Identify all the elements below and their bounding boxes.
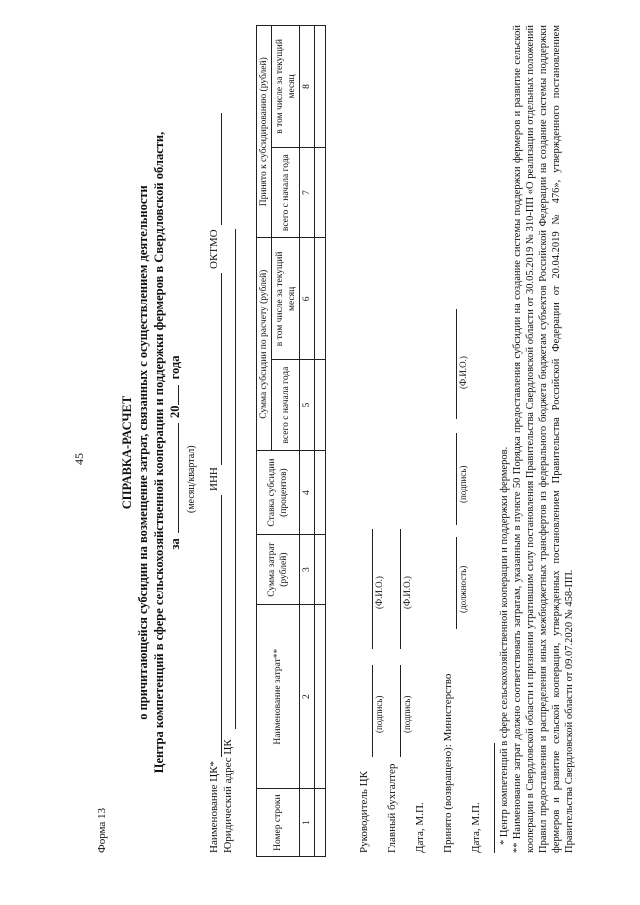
accepted-sign-line — [456, 433, 457, 525]
accepted-position-caption: (должность) — [458, 565, 468, 613]
accountant-fio-caption: (Ф.И.О.) — [402, 576, 412, 609]
table-cell — [315, 147, 326, 238]
header-accept-month: в том числе за текущий месяц — [272, 26, 300, 148]
column-number: 4 — [300, 450, 315, 534]
header-calc-group: Сумма субсидии по расчету (рублей) — [257, 238, 272, 450]
title-year-blank — [178, 385, 179, 405]
table-cell — [315, 789, 326, 857]
address-label: Юридический адрес ЦК — [222, 739, 234, 853]
date-mp-2: Дата, М.П. — [470, 802, 482, 853]
table-cell — [315, 605, 326, 789]
table-cell — [315, 26, 326, 148]
accepted-fio-line — [456, 309, 457, 419]
header-calc-month: в том числе за текущий месяц — [272, 238, 300, 360]
title-line-3: Центра компетенций в сфере сельскохозяйственной кооперации и поддержки фермеров в Свердловской области, — [152, 131, 166, 774]
accepted-sign-caption: (подпись) — [458, 465, 468, 503]
title-period-prefix: за — [168, 538, 182, 550]
header-accept-ytd: всего с начала года — [272, 147, 300, 238]
date-mp-1: Дата, М.П. — [414, 802, 426, 853]
address-underline — [235, 229, 236, 729]
header-calc-ytd: всего с начала года — [272, 360, 300, 451]
footnote-separator — [494, 743, 495, 853]
header-cost-name: Наименование затрат** — [257, 605, 300, 789]
title-year-prefix: 20 — [168, 405, 182, 418]
title-year-suffix: года — [168, 355, 182, 380]
title-line-4 — [168, 0, 183, 905]
table-cell — [315, 450, 326, 534]
head-fio-caption: (Ф.И.О.) — [374, 576, 384, 609]
table-row — [315, 26, 326, 857]
accountant-fio-line — [400, 529, 401, 649]
period-caption: (месяц/квартал) — [186, 445, 197, 513]
accountant-label: Главный бухгалтер — [386, 763, 398, 853]
header-cost-sum: Сумма затрат (рублей) — [257, 535, 300, 605]
column-number: 2 — [300, 605, 315, 789]
table-cell — [315, 535, 326, 605]
column-number: 3 — [300, 535, 315, 605]
header-accept-group: Принято к субсидированию (рублей) — [257, 26, 272, 238]
head-fio-line — [372, 529, 373, 649]
accepted-label: Принято (возвращено): Министерство — [442, 673, 454, 853]
footnote-2: ** Наименование затрат должно соответствовать затратам, указанным в пункте 50 Порядка предоставления субсидии на создание системы поддержки фермеров и развитие сельской кооперации в Свердловской области и признании утратившим силу постановления Правительства Свердловской области от 30.05.2019 № 310-ПП «О реализации отдельных положений Правил предоставления и распределения иных межбюджетных трансфертов из федерального бюджета бюджетам субъектов Российской Федерации на создание системы поддержки фермеров и развитие сельской кооперации, утвержденных постановлением Правительства Российской Федерации от 20.04.2019 № 476», утвержденного постановлением Правительства Свердловской области от 09.07.2020 № 458-ПП. — [512, 25, 575, 853]
title-line-2: о причитающейся субсидии на возмещение затрат, связанных с осуществлением деятельности — [136, 185, 150, 720]
accountant-sign-caption: (подпись) — [402, 695, 412, 733]
column-number: 7 — [300, 147, 315, 238]
name-label: Наименование ЦК* — [208, 760, 220, 853]
head-label: Руководитель ЦК — [358, 771, 370, 853]
title-period-blank — [178, 423, 179, 533]
header-row-number: Номер строки — [257, 789, 300, 857]
head-sign-line — [372, 665, 373, 757]
footnote-1: * Центр компетенций в сфере сельскохозяйственной кооперации и поддержки фермеров. — [499, 446, 510, 845]
column-number: 6 — [300, 238, 315, 360]
accountant-sign-line — [400, 665, 401, 757]
table-cell — [315, 360, 326, 451]
inn-underline — [221, 273, 222, 465]
column-number: 8 — [300, 26, 315, 148]
column-number: 5 — [300, 360, 315, 451]
head-sign-caption: (подпись) — [374, 695, 384, 733]
table-header-row-1 — [257, 26, 272, 857]
accepted-position-line — [456, 537, 457, 629]
header-rate: Ставка субсидии (процентов) — [257, 450, 300, 534]
accepted-fio-caption: (Ф.И.О.) — [458, 356, 468, 389]
page-number: 45 — [72, 453, 86, 465]
title-line-1: СПРАВКА-РАСЧЕТ — [120, 395, 134, 510]
calculation-table — [256, 25, 326, 857]
inn-label: ИНН — [208, 467, 220, 491]
table-cell — [315, 238, 326, 360]
oktmo-label: ОКТМО — [208, 229, 220, 269]
form-label: Форма 13 — [96, 807, 108, 853]
table-column-numbers-row — [300, 26, 315, 857]
column-number: 1 — [300, 789, 315, 857]
name-underline — [221, 495, 222, 757]
oktmo-underline — [221, 113, 222, 225]
